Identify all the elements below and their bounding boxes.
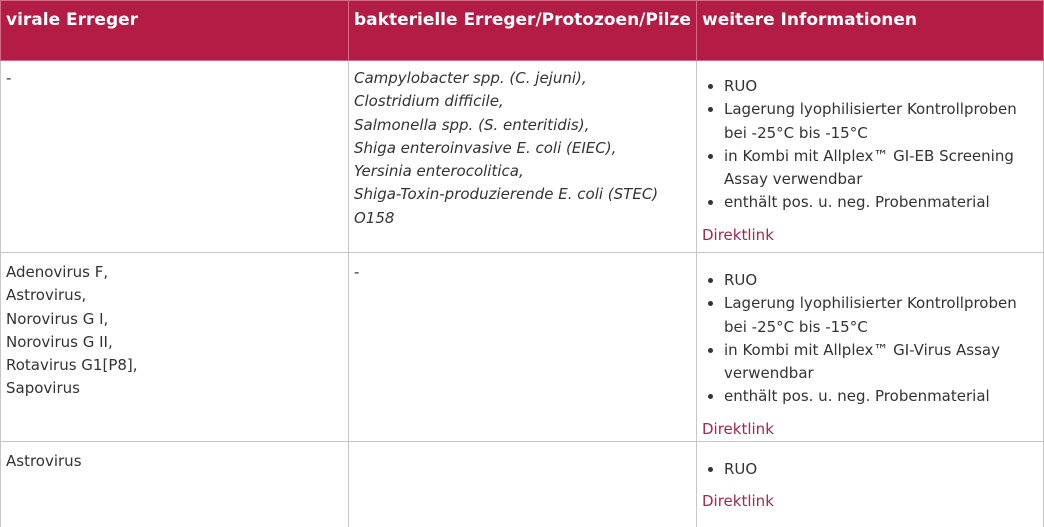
info-list [702, 75, 1038, 215]
info-item: RUO [702, 75, 1038, 98]
cell-bacterial [349, 253, 697, 442]
cell-viral [1, 442, 349, 527]
cell-info [697, 61, 1044, 253]
pathogen-line: Campylobacter spp. (C. jejuni), [354, 69, 587, 87]
direktlink-link[interactable]: Direktlink [702, 419, 774, 438]
pathogen-line: Norovirus G II, [6, 332, 113, 351]
cell-viral [1, 61, 349, 253]
pathogen-line: Adenovirus F, [6, 263, 109, 281]
info-item: in Kombi mit Allplex™ GI-Virus Assay verwendbar [702, 339, 1038, 386]
info-item: in Kombi mit Allplex™ GI-EB Screening Assay verwendbar [702, 145, 1038, 192]
cell-bacterial [349, 61, 697, 253]
info-item: enthält pos. u. neg. Probenmaterial [702, 385, 1038, 408]
direktlink-link[interactable]: Direktlink [702, 225, 774, 244]
info-item: Lagerung lyophilisierter Kontrollproben bei -25°C bis -15°C [702, 292, 1038, 339]
pathogen-line: Sapovirus [6, 379, 80, 398]
info-item: RUO [702, 458, 1038, 481]
pathogen-line: Yersinia enterocolitica, [354, 162, 524, 181]
header-info: weitere Informationen [697, 1, 1044, 61]
cell-viral [1, 253, 349, 442]
header-viral: virale Erreger [1, 1, 349, 61]
direktlink-link[interactable]: Direktlink [702, 492, 774, 511]
pathogen-line: - [354, 263, 360, 281]
pathogen-line: Salmonella spp. (S. enteritidis), [354, 115, 590, 134]
pathogen-line: Astrovirus [6, 452, 82, 471]
cell-info [697, 253, 1044, 442]
table-row [1, 61, 1044, 253]
pathogen-line: - [6, 69, 12, 87]
pathogen-line: Rotavirus G1[P8], [6, 356, 138, 375]
info-list [702, 269, 1038, 409]
header-row [1, 1, 1044, 61]
pathogen-line: Astrovirus, [6, 286, 87, 305]
info-item: enthält pos. u. neg. Probenmaterial [702, 191, 1038, 214]
info-list [702, 458, 1038, 481]
table-row [1, 253, 1044, 442]
pathogen-line: Shiga enteroinvasive E. coli (EIEC), [354, 138, 617, 157]
pathogen-line: Shiga-Toxin-produzierende E. coli (STEC) [354, 185, 659, 204]
pathogen-line: O158 [354, 208, 395, 227]
info-item: Lagerung lyophilisierter Kontrollproben bei -25°C bis -15°C [702, 98, 1038, 145]
header-bacterial: bakterielle Erreger/Protozoen/Pilze [349, 1, 697, 61]
info-item: RUO [702, 269, 1038, 292]
table-row [1, 442, 1044, 527]
pathogen-line: Clostridium difficile, [354, 92, 504, 111]
cell-bacterial [349, 442, 697, 527]
cell-info [697, 442, 1044, 527]
pathogen-line: Norovirus G I, [6, 309, 109, 328]
